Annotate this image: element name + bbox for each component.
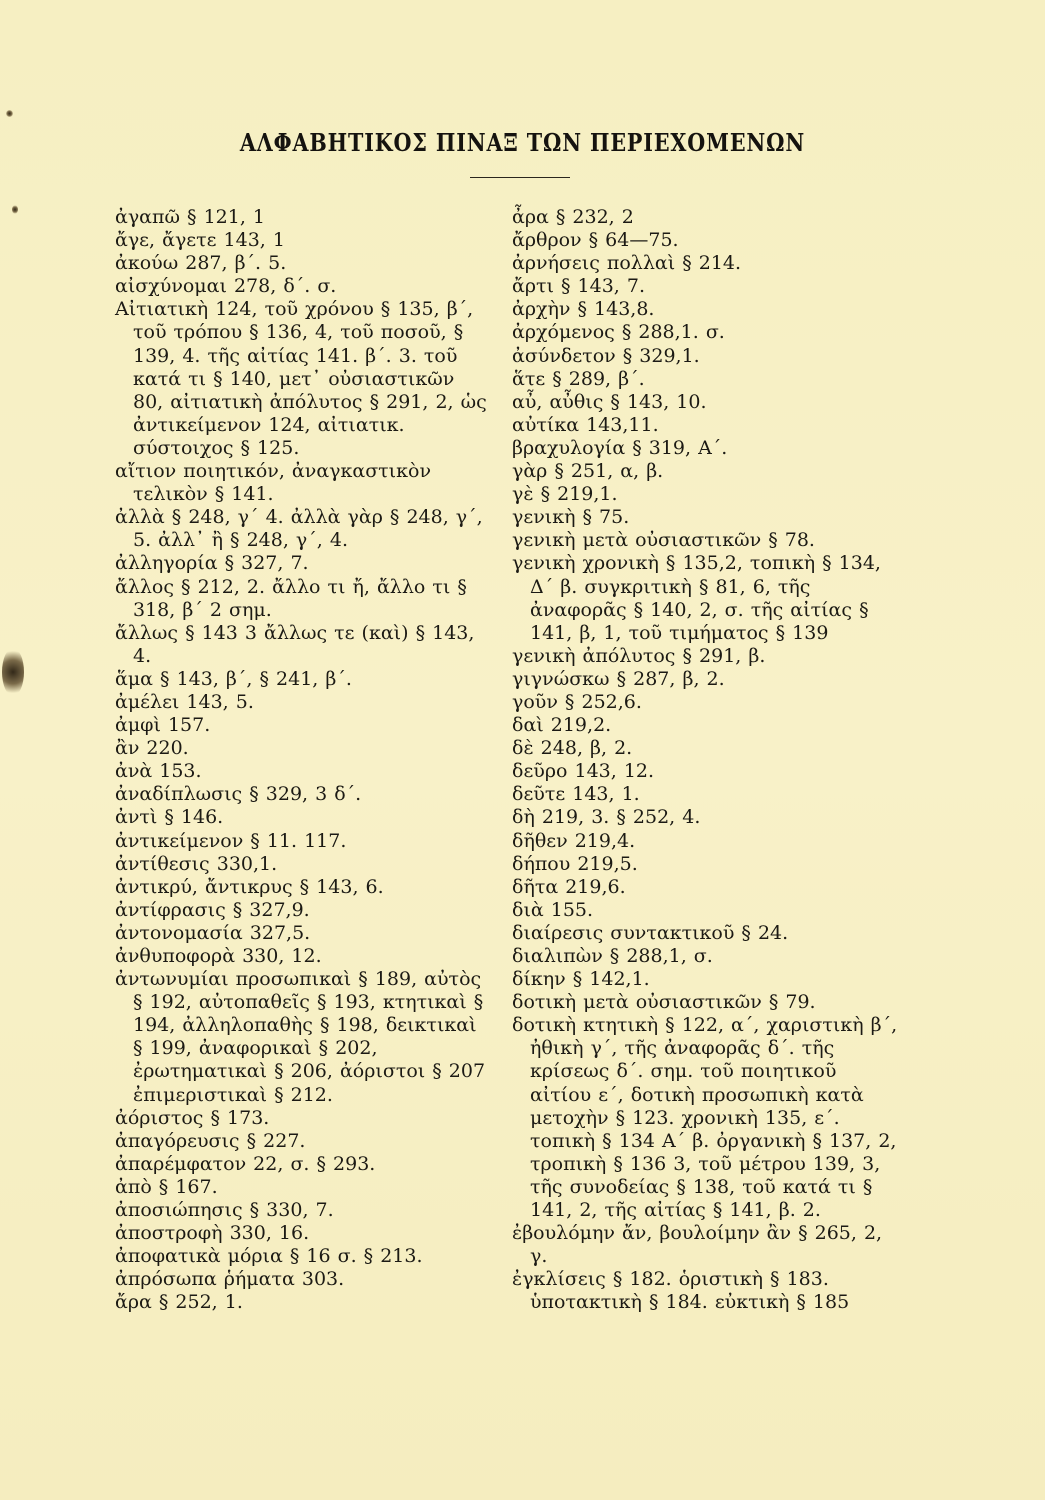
- index-entry: διὰ 155.: [512, 898, 594, 921]
- index-entry: ἄλλος § 212, 2. ἄλλο τι ἤ, ἄλλο τι § 318, β΄ 2 σημ.: [115, 575, 467, 621]
- index-entry: δοτικὴ μετὰ οὐσιαστικῶν § 79.: [512, 991, 816, 1014]
- ink-stain-spot: [12, 205, 18, 214]
- index-entry: δήπου 219,5.: [512, 852, 638, 875]
- index-entry: δὲ 248, β, 2.: [512, 737, 633, 760]
- index-entry: δεῦρο 143, 12.: [512, 760, 655, 783]
- index-entry: ἀμφὶ 157.: [115, 714, 211, 737]
- index-entry: Αἰτιατικὴ 124, τοῦ χρόνου § 135, β΄, τοῦ τρόπου § 136, 4, τοῦ ποσοῦ, § 139, 4. τῆς αἰτίας 141. β΄. 3. τοῦ κατά τι § 140, μετ᾽ οὐσιαστικῶν 80, αἰτιατικὴ ἀπόλυτος § 291, 2, ὡς ἀντικείμενον 124, αἰτιατικ. σύστοιχος § 125.: [115, 298, 487, 459]
- index-entry: ἀναδίπλωσις § 329, 3 δ΄.: [115, 783, 362, 806]
- index-entry: ἆρα § 232, 2: [512, 206, 634, 228]
- index-entry: ἀσύνδετον § 329,1.: [512, 344, 700, 367]
- index-entry: γενικὴ ἀπόλυτος § 291, β.: [512, 644, 766, 667]
- index-entry: ἀρνήσεις πολλαὶ § 214.: [512, 252, 742, 275]
- index-entry: ἀνθυποφορὰ 330, 12.: [115, 945, 322, 967]
- index-entry: ἄρθρον § 64—75.: [512, 229, 679, 252]
- index-entry: βραχυλογία § 319, Α΄.: [512, 436, 728, 459]
- title-divider: [470, 177, 570, 178]
- index-entry: ἀλληγορία § 327, 7.: [115, 552, 309, 575]
- page-title: ΑΛΦΑΒΗΤΙΚΟΣ ΠΙΝΑΞ ΤΩΝ ΠΕΡΙΕΧΟΜΕΝΩΝ: [239, 128, 806, 157]
- index-entry: ἀποφατικὰ μόρια § 16 σ. § 213.: [115, 1245, 423, 1268]
- index-entry: ἀντικείμενον § 11. 117.: [115, 829, 347, 852]
- index-entry: ἀπρόσωπα ῥήματα 303.: [115, 1268, 345, 1291]
- index-entry: ἄγε, ἄγετε 143, 1: [115, 229, 285, 252]
- index-entry: αἰσχύνομαι 278, δ΄. σ.: [115, 275, 337, 298]
- index-entry: αἴτιον ποιητικόν, ἀναγκαστικὸν τελικὸν § 141.: [115, 460, 432, 506]
- index-entry: ἐβουλόμην ἄν, βουλοίμην ἂν § 265, 2, γ.: [512, 1222, 883, 1268]
- index-entry: δαὶ 219,2.: [512, 714, 612, 737]
- index-entry: ἀντωνυμίαι προσωπικαὶ § 189, αὐτὸς § 192, αὐτοπαθεῖς § 193, κτητικαὶ § 194, ἀλληλοπαθὴς § 198, δεικτικαὶ § 199, ἀναφορικαὶ § 202, ἐρωτηματικαὶ § 206, ἀόριστοι § 207 ἐπιμεριστικαὶ § 212.: [115, 968, 486, 1106]
- index-entry: ἀπαγόρευσις § 227.: [115, 1129, 306, 1152]
- index-entry: ἅμα § 143, β΄, § 241, β΄.: [115, 667, 352, 690]
- index-entry: ἀντικρύ, ἄντικρυς § 143, 6.: [115, 875, 384, 898]
- index-entry: δεῦτε 143, 1.: [512, 783, 640, 806]
- index-column-right: [512, 206, 902, 1315]
- index-entry: ἂν 220.: [115, 737, 189, 760]
- index-entry: δῆθεν 219,4.: [512, 829, 636, 852]
- index-entry: γὲ § 219,1.: [512, 483, 618, 506]
- index-entry: ἀπαρέμφατον 22, σ. § 293.: [115, 1152, 376, 1175]
- index-entry: γὰρ § 251, α, β.: [512, 460, 664, 483]
- index-entry: ἀρχόμενος § 288,1. σ.: [512, 321, 725, 344]
- index-entry: ἐγκλίσεις § 182. ὁριστικὴ § 183. ὑποτακτικὴ § 184. εὐκτικὴ § 185: [512, 1268, 850, 1314]
- index-entry: δοτικὴ κτητικὴ § 122, α΄, χαριστικὴ β΄, ἠθικὴ γ΄, τῆς ἀναφορᾶς δ΄. τῆς κρίσεως δ΄. σημ. τοῦ ποιητικοῦ αἰτίου ε΄, δοτικὴ προσωπικὴ κατὰ μετοχὴν § 123. χρονικὴ 135, ε΄. τοπικὴ § 134 Α΄ β. ὀργανικὴ § 137, 2, τροπικὴ § 136 3, τοῦ μέτρου 139, 3, τῆς συνοδείας § 138, τοῦ κατά τι § 141, 2, τῆς αἰτίας § 141, β. 2.: [512, 1014, 898, 1222]
- ink-stain-spot: [6, 110, 13, 117]
- index-entry: δῆτα 219,6.: [512, 875, 626, 898]
- index-entry: ἄρτι § 143, 7.: [512, 275, 646, 298]
- index-entry: διαλιπὼν § 288,1, σ.: [512, 945, 713, 967]
- index-entry: δίκην § 142,1.: [512, 968, 650, 991]
- index-entry: γοῦν § 252,6.: [512, 690, 642, 713]
- index-entry: αὐτίκα 143,11.: [512, 413, 659, 436]
- index-entry: ἀμέλει 143, 5.: [115, 690, 254, 713]
- index-entry: ἀρχὴν § 143,8.: [512, 298, 655, 321]
- index-entry: γιγνώσκω § 287, β, 2.: [512, 667, 725, 690]
- index-entry: ἀντίφρασις § 327,9.: [115, 898, 310, 921]
- index-entry: ἄλλως § 143 3 ἄλλως τε (καὶ) § 143, 4.: [115, 621, 475, 667]
- index-entry: ἀποστροφὴ 330, 16.: [115, 1222, 310, 1245]
- index-entry: γενικὴ μετὰ οὐσιαστικῶν § 78.: [512, 529, 815, 552]
- index-entry: ἀγαπῶ § 121, 1: [115, 206, 266, 228]
- index-entry: ἀντονομασία 327,5.: [115, 921, 311, 944]
- index-entry: ἀλλὰ § 248, γ΄ 4. ἀλλὰ γὰρ § 248, γ΄, 5. ἀλλ᾽ ἢ § 248, γ΄, 4.: [115, 506, 483, 552]
- index-entry: αὖ, αὖθις § 143, 10.: [512, 390, 707, 413]
- index-entry: ἀπὸ § 167.: [115, 1175, 218, 1198]
- index-entry: ἀποσιώπησις § 330, 7.: [115, 1199, 334, 1222]
- index-entry: γενικὴ χρονικὴ § 135,2, τοπικὴ § 134, Δ΄ β. συγκριτικὴ § 81, 6, τῆς ἀναφορᾶς § 140, 2, σ. τῆς αἰτίας § 141, β, 1, τοῦ τιμήματος § 139: [512, 552, 881, 644]
- index-entry: ἀντὶ § 146.: [115, 806, 224, 829]
- index-entry: ἀκούω 287, β΄. 5.: [115, 252, 287, 275]
- index-entry: γενικὴ § 75.: [512, 506, 630, 529]
- index-entry: ἅτε § 289, β΄.: [512, 367, 645, 390]
- index-column-left: [115, 206, 487, 1315]
- index-entry: ἀντίθεσις 330,1.: [115, 852, 278, 875]
- index-entry: δὴ 219, 3. § 252, 4.: [512, 806, 701, 829]
- index-entry: ἀνὰ 153.: [115, 760, 202, 783]
- index-entry: ἀόριστος § 173.: [115, 1106, 270, 1129]
- index-entry: ἄρα § 252, 1.: [115, 1291, 243, 1314]
- index-entry: διαίρεσις συντακτικοῦ § 24.: [512, 921, 789, 944]
- ink-stain-spot: [2, 648, 24, 696]
